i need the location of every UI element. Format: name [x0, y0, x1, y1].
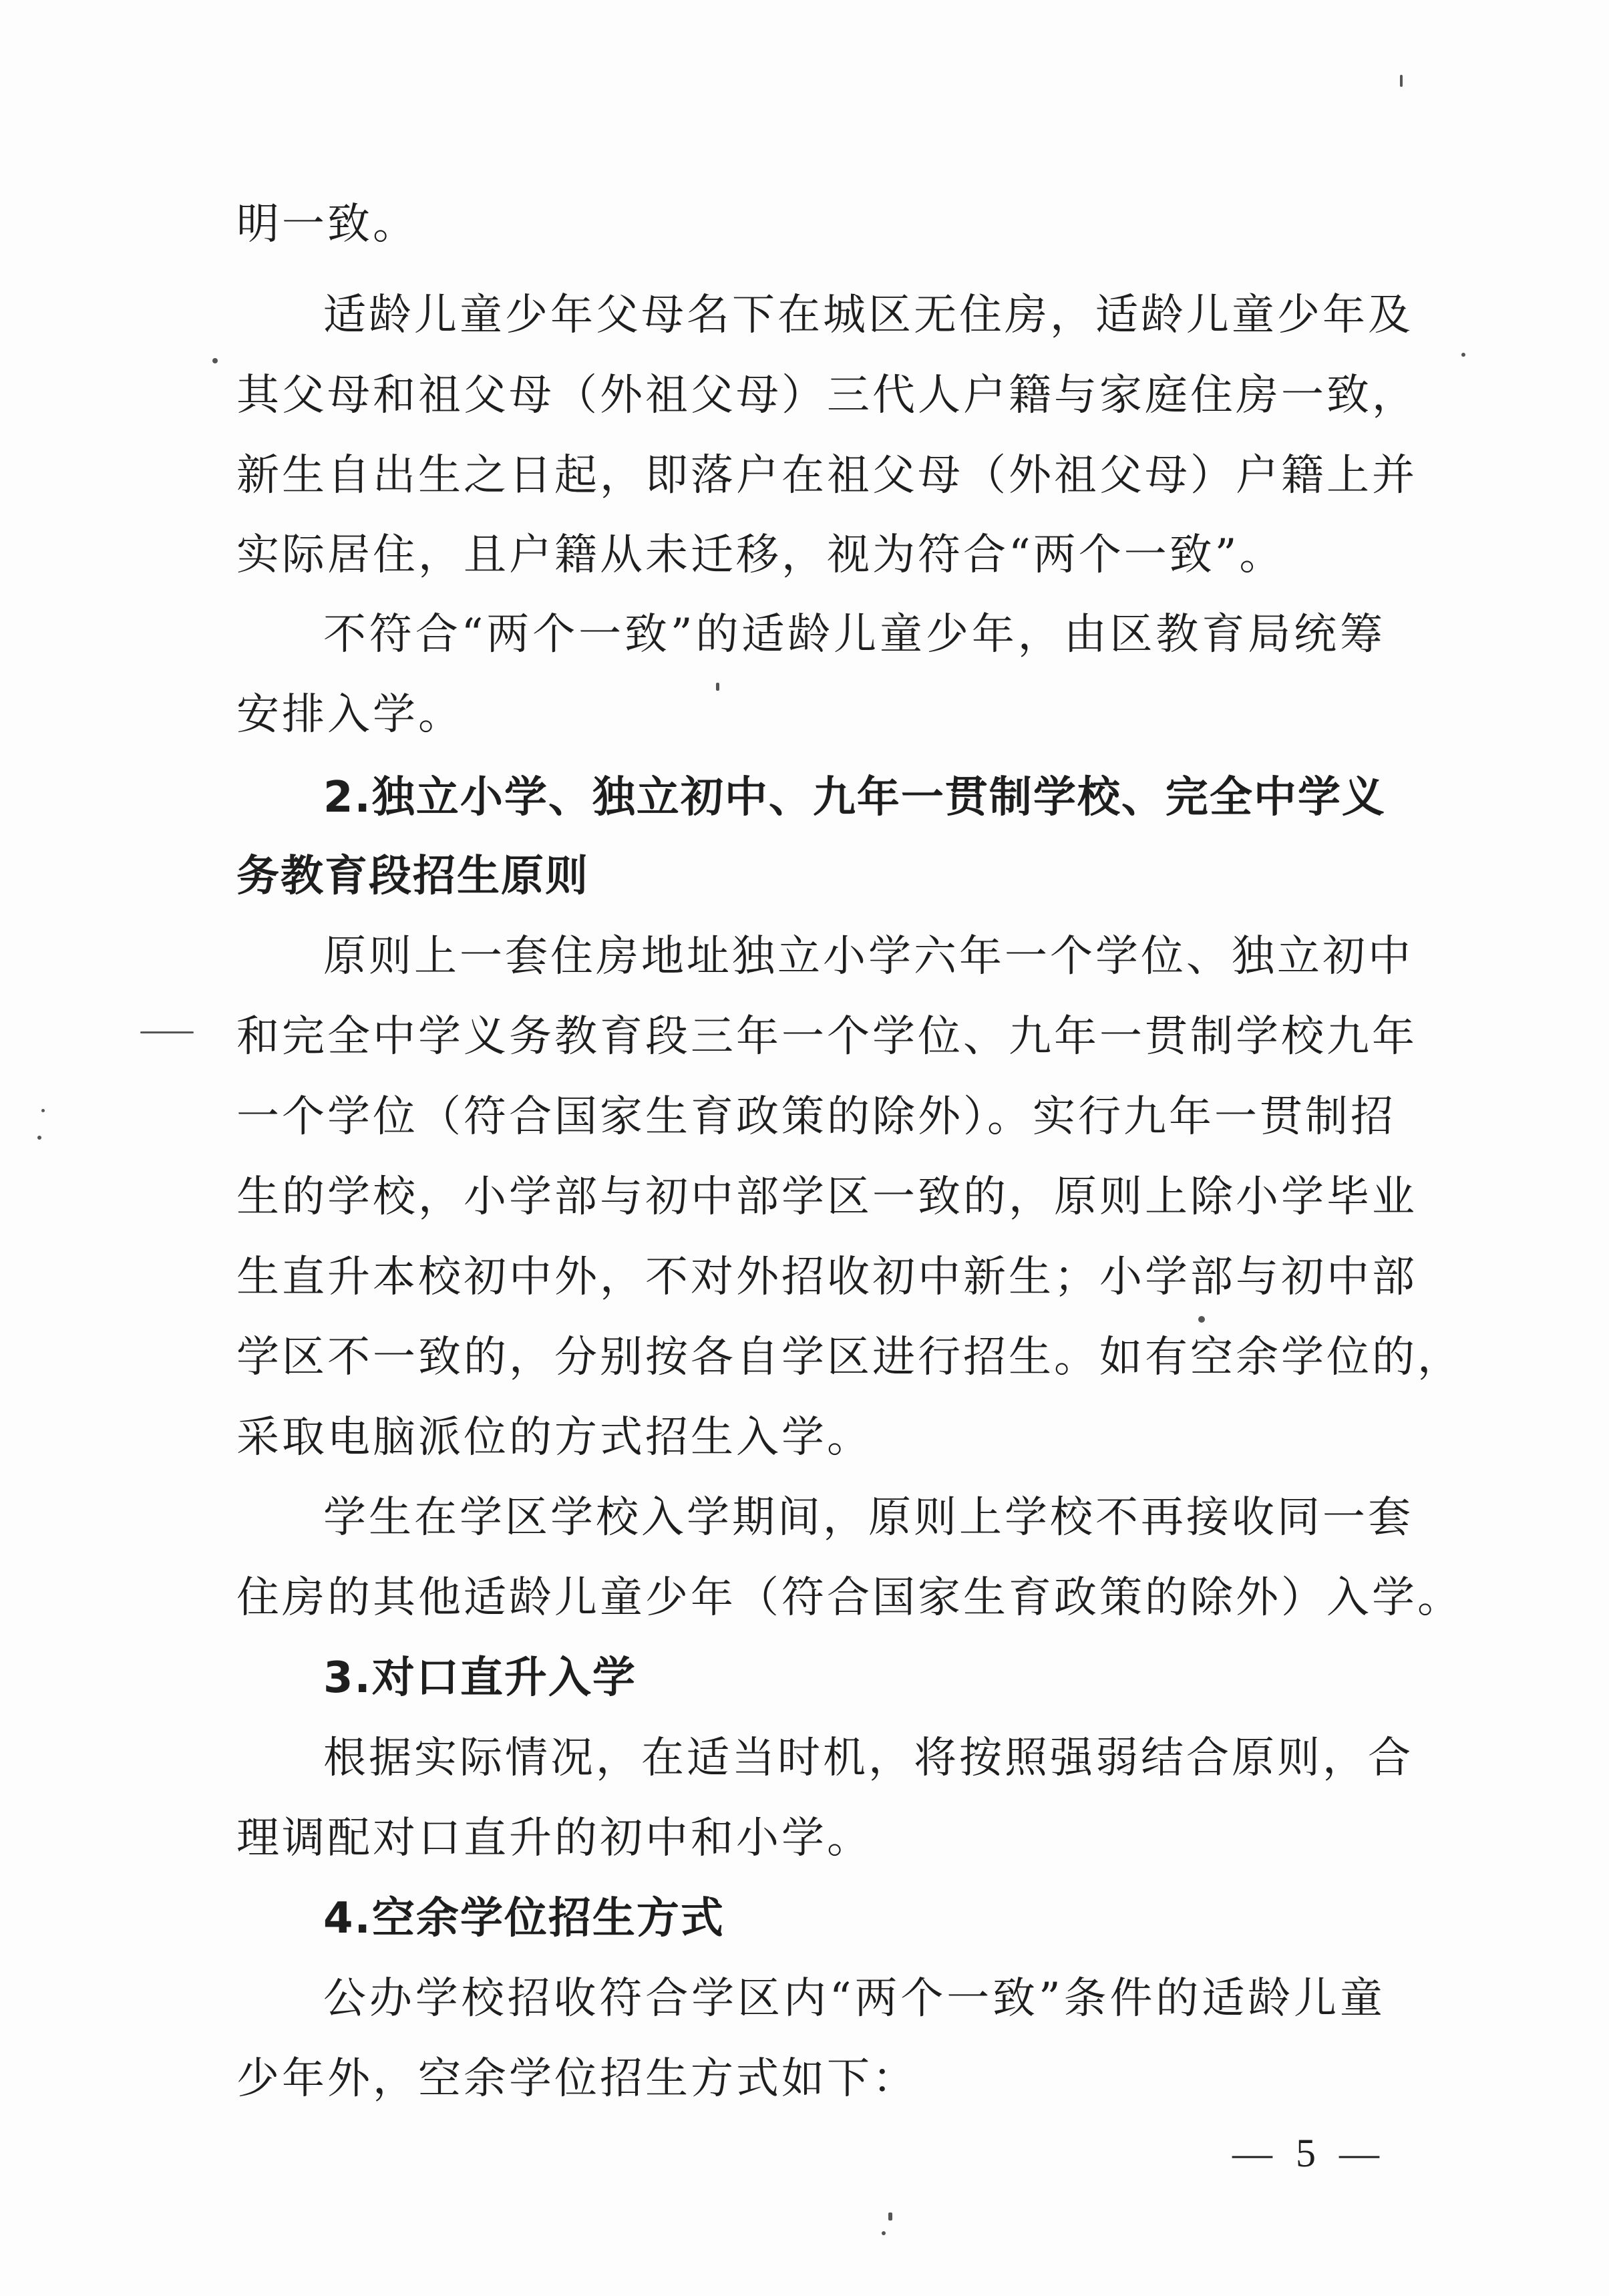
- scan-speck: [1461, 353, 1465, 357]
- paragraph-line: 一个学位（符合国家生育政策的除外）。实行九年一贯制招: [236, 1092, 1396, 1142]
- paragraph-line: 其父母和祖父母（外祖父母）三代人户籍与家庭住房一致，: [236, 371, 1417, 420]
- scan-speck: [212, 358, 218, 363]
- paragraph-line: 适龄儿童少年父母名下在城区无住房，适龄儿童少年及: [323, 291, 1413, 340]
- paragraph-line: 和完全中学义务教育段三年一个学位、九年一贯制学校九年: [236, 1012, 1417, 1061]
- scan-speck: [716, 683, 719, 691]
- paragraph-line: 采取电脑派位的方式招生入学。: [236, 1413, 872, 1462]
- scan-speck: [882, 2231, 886, 2235]
- section-heading: 2.独立小学、独立初中、九年一贯制学校、完全中学义: [323, 773, 1386, 822]
- paragraph-line: 学生在学区学校入学期间，原则上学校不再接收同一套: [323, 1493, 1413, 1542]
- section-heading: 4.空余学位招生方式: [323, 1894, 725, 1943]
- paragraph-line: 住房的其他适龄儿童少年（符合国家生育政策的除外）入学。: [236, 1573, 1463, 1623]
- paragraph-line: 生的学校，小学部与初中部学区一致的，原则上除小学毕业: [236, 1172, 1417, 1222]
- scan-speck: [37, 1136, 41, 1140]
- scan-speck: [41, 1109, 45, 1112]
- paragraph-line: 理调配对口直升的初中和小学。: [236, 1814, 872, 1863]
- page-number: — 5 —: [1232, 2131, 1386, 2175]
- paragraph-line: 公办学校招收符合学区内“两个一致”条件的适龄儿童: [323, 1974, 1385, 2023]
- scan-speck: [1198, 1316, 1205, 1323]
- paragraph-line: 安排入学。: [236, 690, 464, 740]
- paragraph-line: 学区不一致的，分别按各自学区进行招生。如有空余学位的，: [236, 1333, 1463, 1382]
- paragraph-line: 少年外，空余学位招生方式如下：: [236, 2054, 918, 2104]
- scan-speck: [888, 2212, 892, 2221]
- section-heading: 务教育段招生原则: [236, 852, 589, 901]
- paragraph-line: 明一致。: [236, 200, 418, 249]
- paragraph-line: 生直升本校初中外，不对外招收初中新生；小学部与初中部: [236, 1253, 1417, 1302]
- paragraph-line: 实际居住，且户籍从未迁移，视为符合“两个一致”。: [236, 530, 1285, 580]
- scan-speck: [1400, 75, 1403, 87]
- paragraph-line: 不符合“两个一致”的适龄儿童少年，由区教育局统筹: [323, 610, 1385, 659]
- paragraph-line: 新生自出生之日起，即落户在祖父母（外祖父母）户籍上并: [236, 451, 1417, 500]
- section-heading: 3.对口直升入学: [323, 1653, 637, 1703]
- paragraph-line: 根据实际情况，在适当时机，将按照强弱结合原则，合: [323, 1734, 1413, 1783]
- scan-speck: [140, 1031, 194, 1033]
- paragraph-line: 原则上一套住房地址独立小学六年一个学位、独立初中: [323, 932, 1413, 981]
